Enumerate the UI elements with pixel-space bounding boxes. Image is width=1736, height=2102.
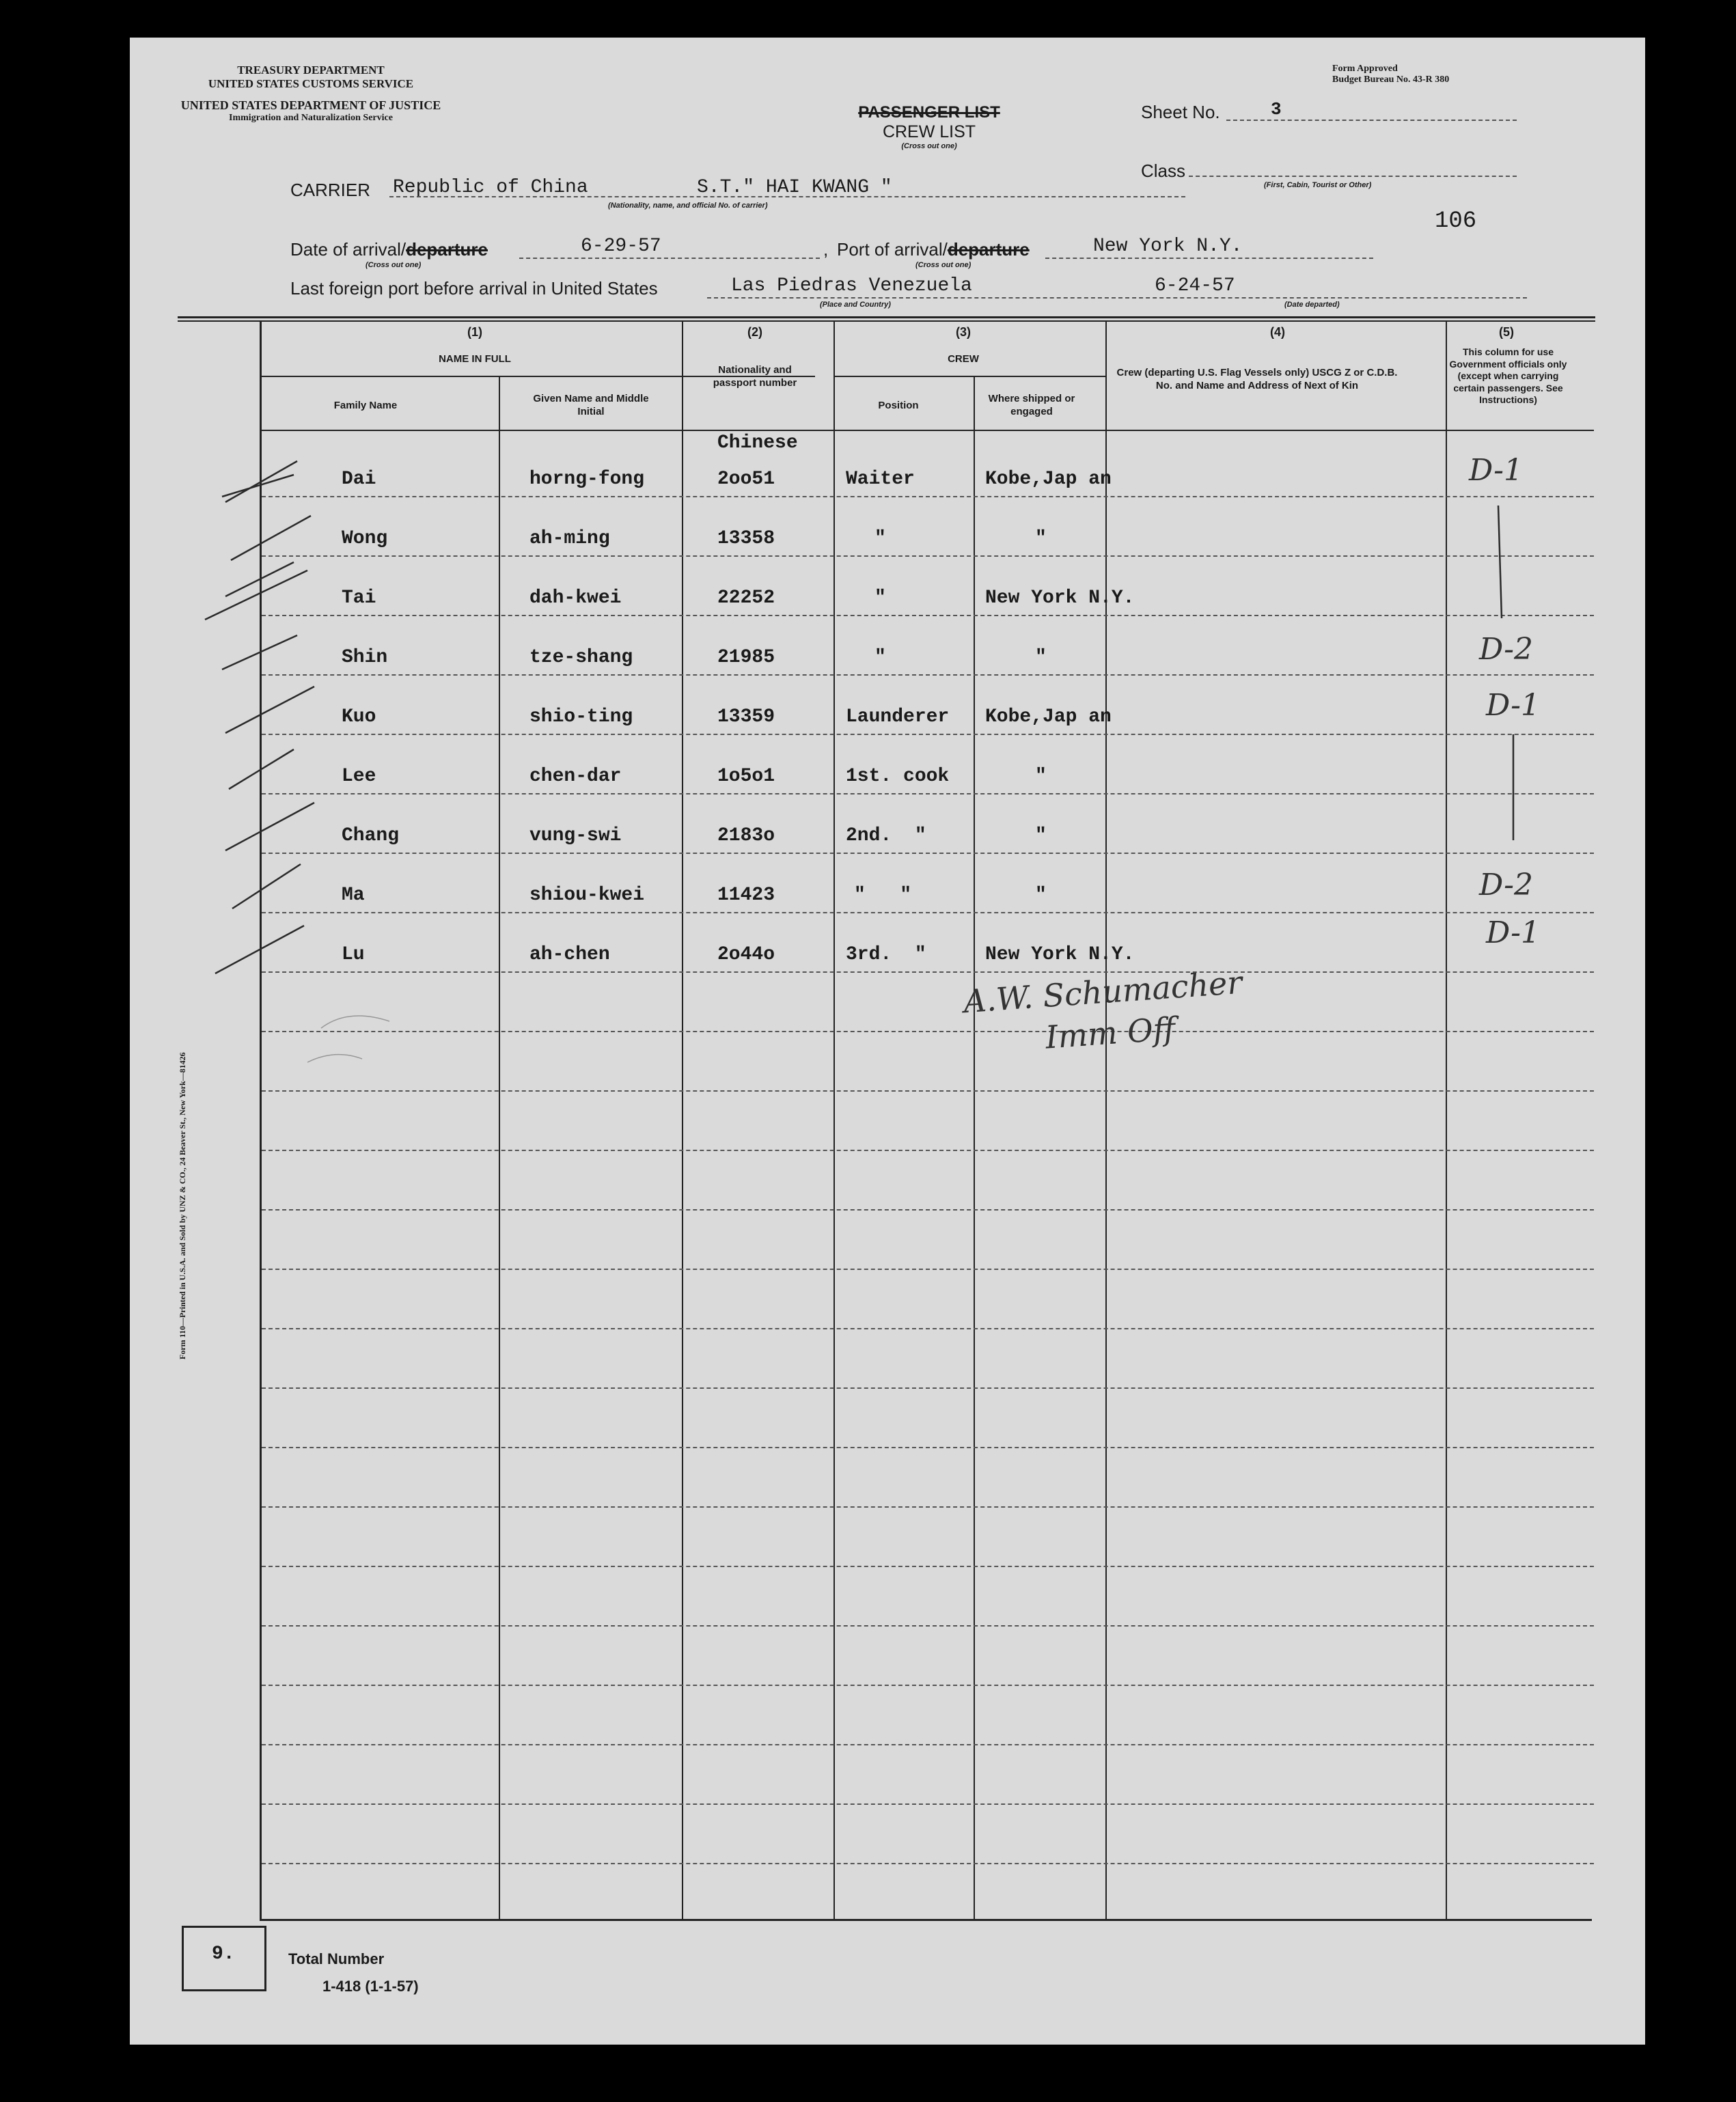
family-name: Wong bbox=[342, 528, 388, 549]
passport-number: 13358 bbox=[717, 528, 775, 549]
given-name: chen-dar bbox=[529, 766, 622, 787]
last-port-date-note: (Date departed) bbox=[1284, 301, 1340, 309]
where-shipped: " bbox=[1035, 766, 1047, 787]
page-number: 106 bbox=[1435, 208, 1477, 234]
carrier-note: (Nationality, name, and official No. of carrier) bbox=[608, 202, 768, 210]
agency-line: TREASURY DEPARTMENT bbox=[237, 64, 385, 77]
passport-number: 2oo51 bbox=[717, 469, 775, 490]
family-name: Chang bbox=[342, 825, 400, 846]
crew-position: " bbox=[874, 587, 886, 609]
comma: , bbox=[823, 239, 829, 260]
col5-number: (5) bbox=[1499, 325, 1514, 339]
agency-line: Immigration and Naturalization Service bbox=[229, 113, 393, 124]
given-name: vung-swi bbox=[529, 825, 622, 846]
where-shipped: Kobe,Jap an bbox=[985, 469, 1112, 490]
col4-number: (4) bbox=[1270, 325, 1285, 339]
passport-number: 2183o bbox=[717, 825, 775, 846]
family-name: Dai bbox=[342, 469, 376, 490]
crew-position: " bbox=[874, 647, 886, 668]
col1-number: (1) bbox=[467, 325, 482, 339]
official-mark: D-1 bbox=[1469, 453, 1523, 488]
col5-title: This column for use Government officials only (except when carrying certain passengers. See Instructions) bbox=[1449, 346, 1567, 405]
arrival-port: New York N.Y. bbox=[1093, 236, 1243, 257]
where-shipped: New York N.Y. bbox=[985, 587, 1135, 609]
arrival-date: 6-29-57 bbox=[581, 236, 661, 257]
given-name: horng-fong bbox=[529, 469, 645, 490]
port-note: (Cross out one) bbox=[915, 261, 972, 269]
col2-number: (2) bbox=[747, 325, 762, 339]
crew-position: " bbox=[874, 528, 886, 549]
passport-number: 2o44o bbox=[717, 944, 775, 965]
passport-number: 21985 bbox=[717, 647, 775, 668]
crew-position: 3rd. " bbox=[846, 944, 926, 965]
sheet-value: 3 bbox=[1271, 99, 1282, 120]
last-port-label: Last foreign port before arrival in United States bbox=[290, 278, 658, 299]
col3-title: CREW bbox=[948, 353, 979, 365]
printer-imprint: Form 110—Printed in U.S.A. and Sold by UNZ & CO., 24 Beaver St., New York—81426 bbox=[178, 1052, 187, 1359]
crew-position: 1st. cook bbox=[846, 766, 950, 787]
given-name: dah-kwei bbox=[529, 587, 622, 609]
departure-struck-text: departure bbox=[406, 239, 488, 260]
agency-line: UNITED STATES CUSTOMS SERVICE bbox=[208, 77, 414, 91]
total-value: 9. bbox=[212, 1944, 235, 1965]
position-header: Position bbox=[878, 400, 919, 411]
given-name: tze-shang bbox=[529, 647, 633, 668]
port-label-text: Port of arrival/ bbox=[837, 239, 948, 260]
officer-signature: A.W. Schumacher bbox=[962, 963, 1243, 1021]
port-departure-struck-text: departure bbox=[947, 239, 1030, 260]
family-name-header: Family Name bbox=[333, 400, 398, 411]
where-shipped: " bbox=[1035, 647, 1047, 668]
family-name: Lee bbox=[342, 766, 376, 787]
col2-title: Nationality and passport number bbox=[713, 364, 797, 389]
passport-number: 11423 bbox=[717, 885, 775, 906]
where-shipped: Kobe,Jap an bbox=[985, 706, 1112, 728]
where-shipped: " bbox=[1035, 885, 1047, 906]
official-mark: D-2 bbox=[1479, 632, 1533, 667]
carrier-label: CARRIER bbox=[290, 180, 371, 200]
arrival-label-text: Date of arrival/ bbox=[290, 239, 407, 260]
family-name: Lu bbox=[342, 944, 365, 965]
crew-position: 2nd. " bbox=[846, 825, 926, 846]
crew-list-label: CREW LIST bbox=[882, 122, 976, 141]
where-shipped: New York N.Y. bbox=[985, 944, 1135, 965]
passport-number: 22252 bbox=[717, 587, 775, 609]
last-port-date: 6-24-57 bbox=[1155, 275, 1235, 296]
passport-number: 13359 bbox=[717, 706, 775, 728]
family-name: Shin bbox=[342, 647, 388, 668]
family-name: Ma bbox=[342, 885, 365, 906]
given-name-header: Given Name and Middle Initial bbox=[533, 393, 649, 417]
col3-number: (3) bbox=[956, 325, 971, 339]
arrival-note: (Cross out one) bbox=[366, 261, 422, 269]
where-shipped: " bbox=[1035, 825, 1047, 846]
crew-position: Launderer bbox=[846, 706, 950, 728]
official-mark: D-1 bbox=[1486, 688, 1540, 723]
given-name: ah-chen bbox=[529, 944, 610, 965]
class-label: Class bbox=[1141, 161, 1186, 181]
check-marks bbox=[130, 38, 1645, 2045]
given-name: shio-ting bbox=[529, 706, 633, 728]
officer-title: Imm Off bbox=[1044, 1010, 1176, 1056]
carrier-nationality: Republic of China bbox=[393, 177, 588, 198]
given-name: ah-ming bbox=[529, 528, 610, 549]
family-name: Tai bbox=[342, 587, 376, 609]
last-port-place: Las Piedras Venezuela bbox=[731, 275, 972, 296]
crew-position: " " bbox=[854, 885, 912, 906]
nationality-heading: Chinese bbox=[717, 432, 798, 454]
where-shipped-header: Where shipped or engaged bbox=[988, 393, 1075, 417]
class-note: (First, Cabin, Tourist or Other) bbox=[1264, 181, 1372, 189]
col4-title: Crew (departing U.S. Flag Vessels only) USCG Z or C.D.B. No. and Name and Address of Next of Kin bbox=[1116, 367, 1398, 391]
family-name: Kuo bbox=[342, 706, 376, 728]
where-shipped: " bbox=[1035, 528, 1047, 549]
official-mark: D-1 bbox=[1486, 915, 1540, 950]
last-port-place-note: (Place and Country) bbox=[820, 301, 891, 309]
total-label: Total Number bbox=[288, 1950, 385, 1967]
budget-bureau-text: Budget Bureau No. 43-R 380 bbox=[1332, 74, 1450, 85]
list-type-note: (Cross out one) bbox=[901, 142, 957, 150]
passport-number: 1o5o1 bbox=[717, 766, 775, 787]
agency-line: UNITED STATES DEPARTMENT OF JUSTICE bbox=[180, 98, 441, 112]
col1-title: NAME IN FULL bbox=[439, 353, 511, 365]
passenger-list-label: PASSENGER LIST bbox=[858, 103, 1000, 122]
document-page bbox=[130, 38, 1645, 2045]
sheet-label: Sheet No. bbox=[1141, 102, 1220, 122]
form-number: 1-418 (1-1-57) bbox=[322, 1978, 419, 1995]
official-mark: D-2 bbox=[1479, 868, 1533, 902]
form-approved-text: Form Approved bbox=[1332, 64, 1398, 74]
crew-position: Waiter bbox=[846, 469, 915, 490]
given-name: shiou-kwei bbox=[529, 885, 645, 906]
vessel-name: S.T." HAI KWANG " bbox=[697, 177, 892, 198]
